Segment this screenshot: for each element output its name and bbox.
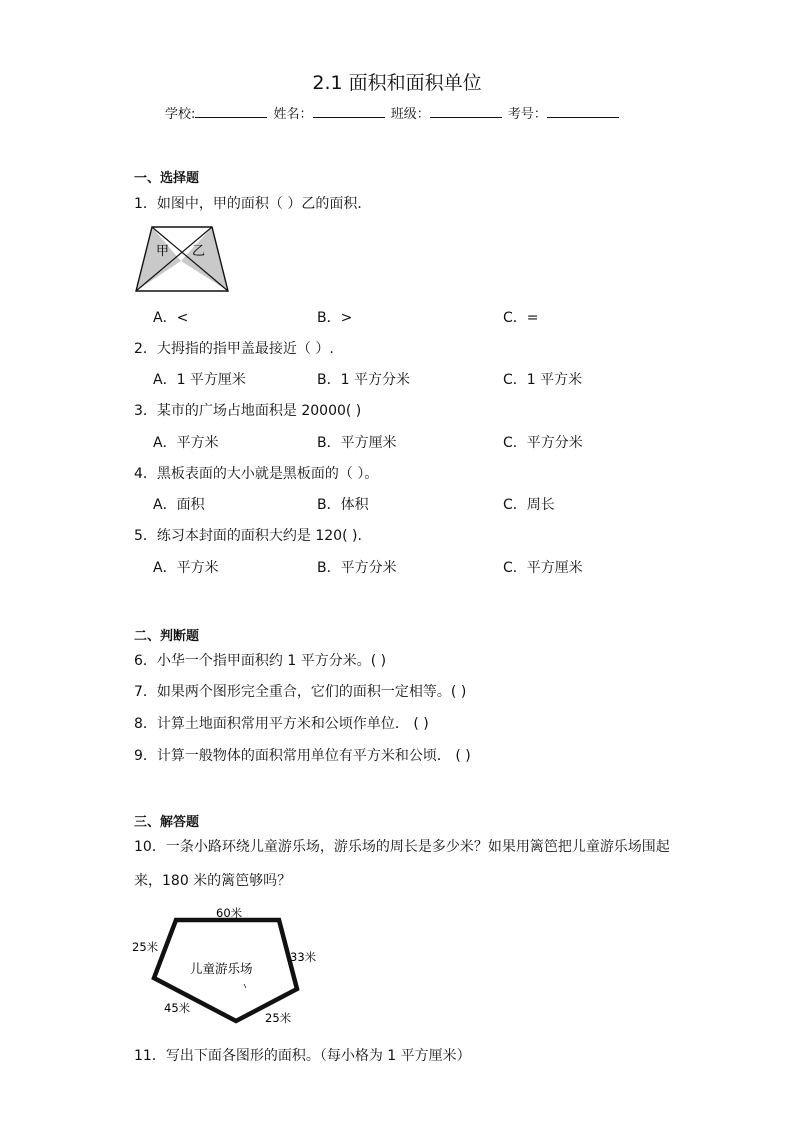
class-label: 班级： xyxy=(390,107,430,122)
q2-option-b[interactable]: B．1 平方分米 xyxy=(317,372,410,388)
student-info-line xyxy=(165,103,621,122)
name-label: 姓名： xyxy=(273,107,313,122)
number-blank[interactable] xyxy=(547,105,619,118)
q2-option-c[interactable]: C．1 平方米 xyxy=(503,372,583,388)
q1-option-c[interactable]: C．= xyxy=(503,310,539,326)
label-left-25m: 25米 xyxy=(132,940,159,954)
q4-option-c[interactable]: C．周长 xyxy=(503,497,555,513)
question-6: 6．小华一个指甲面积约 1 平方分米。( ) xyxy=(134,653,387,669)
q5-option-b[interactable]: B．平方分米 xyxy=(317,560,397,576)
question-10-line-2: 来，180 米的篱笆够吗？ xyxy=(134,873,292,889)
section-heading-choice: 一、选择题 xyxy=(134,171,200,186)
question-8: 8．计算土地面积常用平方米和公顷作单位． ( ) xyxy=(134,716,429,732)
school-label: 学校: xyxy=(165,107,196,122)
label-playground: 儿童游乐场 xyxy=(190,961,253,976)
q2-option-a[interactable]: A．1 平方厘米 xyxy=(153,372,246,388)
question-7: 7．如果两个图形完全重合，它们的面积一定相等。( ) xyxy=(134,684,467,700)
label-yi: 乙 xyxy=(192,244,206,259)
question-1: 1．如图中，甲的面积（ ）乙的面积． xyxy=(134,196,372,212)
playground-pentagon-figure xyxy=(128,900,328,1030)
q5-option-a[interactable]: A．平方米 xyxy=(153,560,219,576)
q1-option-a[interactable]: A．< xyxy=(153,310,189,326)
number-label: 考号： xyxy=(507,107,547,122)
question-11: 11．写出下面各图形的面积。（每小格为 1 平方厘米） xyxy=(134,1048,471,1064)
question-5: 5．练习本封面的面积大约是 120( ). xyxy=(134,528,362,544)
q5-option-c[interactable]: C．平方厘米 xyxy=(503,560,583,576)
question-9: 9．计算一般物体的面积常用单位有平方米和公顷． ( ) xyxy=(134,748,471,764)
section-heading-answer: 三、解答题 xyxy=(134,815,200,830)
class-blank[interactable] xyxy=(430,105,502,118)
q4-option-a[interactable]: A．面积 xyxy=(153,497,205,513)
label-jia: 甲 xyxy=(156,244,170,259)
school-blank[interactable] xyxy=(195,105,267,118)
label-bottom-right-25m: 25米 xyxy=(265,1011,292,1025)
q3-option-c[interactable]: C．平方分米 xyxy=(503,435,583,451)
trapezoid-figure xyxy=(134,224,230,294)
q1-option-b[interactable]: B．> xyxy=(317,310,353,326)
question-2: 2．大拇指的指甲盖最接近（ ）. xyxy=(134,341,334,357)
stray-mark xyxy=(244,984,246,988)
label-right-33m: 33米 xyxy=(290,950,317,964)
q3-option-a[interactable]: A．平方米 xyxy=(153,435,219,451)
page-title: 2.1 面积和面积单位 xyxy=(312,72,482,94)
q4-option-b[interactable]: B．体积 xyxy=(317,497,369,513)
label-bottom-left-45m: 45米 xyxy=(164,1001,191,1015)
section-heading-judge: 二、判断题 xyxy=(134,629,200,644)
name-blank[interactable] xyxy=(313,105,385,118)
question-4: 4．黑板表面的大小就是黑板面的（ ）。 xyxy=(134,466,379,482)
q3-option-b[interactable]: B．平方厘米 xyxy=(317,435,397,451)
question-3: 3．某市的广场占地面积是 20000( ) xyxy=(134,403,362,419)
question-10-line-1: 10．一条小路环绕儿童游乐场，游乐场的周长是多少米？如果用篱笆把儿童游乐场围起 xyxy=(134,839,670,855)
label-top-60m: 60米 xyxy=(216,906,243,920)
